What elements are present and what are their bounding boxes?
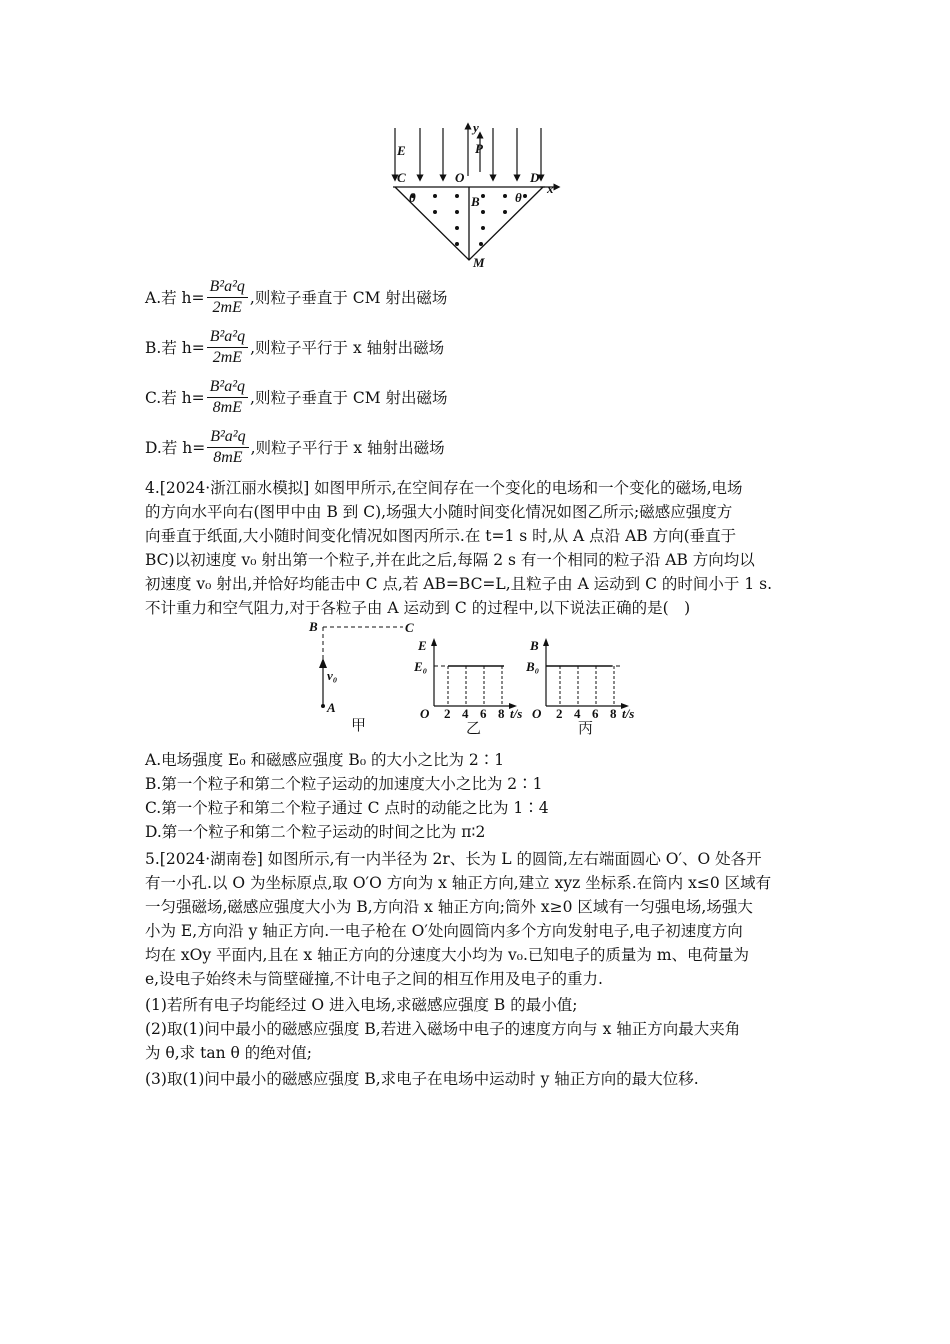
option-prefix: B.若 h=	[145, 339, 205, 357]
q4-line: 4.[2024·浙江丽水模拟] 如图甲所示,在空间存在一个变化的电场和一个变化的磁场,电场	[145, 479, 743, 497]
figure-field-triangle	[385, 120, 565, 270]
q5-line: 5.[2024·湖南卷] 如图所示,有一内半径为 2r、长为 L 的圆筒,左右端面圆心 O′、O 处各开	[145, 850, 762, 868]
fraction	[207, 377, 248, 418]
label-theta-left: θ	[409, 190, 416, 205]
fraction-denominator: 2mE	[212, 298, 242, 316]
yi-level: E₀	[414, 659, 428, 674]
q4-line: 的方向水平向右(图甲中由 B 到 C),场强大小随时间变化情况如图乙所示;磁感应强度方	[145, 503, 733, 521]
option-prefix: A.若 h=	[145, 289, 205, 307]
fraction-numerator: B²a²q	[207, 327, 248, 348]
fraction-numerator: B²a²q	[207, 427, 248, 448]
q5-subquestion-1: (1)若所有电子均能经过 O 进入电场,求磁感应强度 B 的最小值;	[145, 996, 578, 1014]
bing-tick: 2	[556, 706, 563, 721]
option-suffix: ,则粒子垂直于 CM 射出磁场	[250, 389, 448, 407]
option-suffix: ,则粒子垂直于 CM 射出磁场	[249, 289, 448, 307]
fraction-numerator: B²a²q	[207, 277, 248, 298]
fraction-numerator: B²a²q	[207, 377, 248, 398]
fraction-denominator: 2mE	[212, 348, 243, 366]
q5-line: 一匀强磁场,磁感应强度大小为 B,方向沿 x 轴正方向;筒外 x≥0 区域有一匀强电场,场强大	[145, 898, 753, 916]
q3-option-b	[145, 324, 444, 370]
yi-tick: 6	[480, 706, 487, 721]
q4-option-b: B.第一个粒子和第二个粒子运动的加速度大小之比为 2∶1	[145, 775, 543, 793]
q4-option-c: C.第一个粒子和第二个粒子通过 C 点时的动能之比为 1∶4	[145, 799, 549, 817]
bing-caption: 丙	[578, 721, 594, 736]
q3-option-a	[145, 274, 447, 320]
fraction	[207, 427, 248, 468]
figure-jia	[305, 618, 420, 736]
label-P: P	[475, 141, 483, 156]
q3-option-c	[145, 374, 448, 420]
bing-level: B₀	[526, 659, 540, 674]
q3-option-d	[145, 424, 445, 470]
yi-axis-x: t/s	[510, 706, 522, 721]
label-B: B	[471, 194, 480, 209]
option-prefix: D.若 h=	[145, 439, 206, 457]
fraction	[207, 327, 248, 368]
bing-tick: 8	[610, 706, 617, 721]
yi-axis-y: E	[418, 638, 427, 653]
figure-bing	[526, 636, 644, 736]
q4-option-d: D.第一个粒子和第二个粒子运动的时间之比为 π∶2	[145, 823, 486, 841]
q5-subquestion-2-cont: 为 θ,求 tan θ 的绝对值;	[145, 1044, 312, 1062]
q4-line: 不计重力和空气阻力,对于各粒子由 A 运动到 C 的过程中,以下说法正确的是( )	[145, 599, 691, 617]
label-M: M	[473, 255, 485, 270]
jia-label-B: B	[309, 619, 318, 634]
jia-label-A: A	[327, 700, 336, 715]
yi-tick: 2	[444, 706, 451, 721]
bing-origin: O	[532, 706, 542, 721]
q5-line: e,设电子始终未与筒壁碰撞,不计电子之间的相互作用及电子的重力.	[145, 970, 603, 988]
q4-line: 向垂直于纸面,大小随时间变化情况如图丙所示.在 t=1 s 时,从 A 点沿 AB 方向(垂直于	[145, 527, 737, 545]
q4-line: BC)以初速度 v₀ 射出第一个粒子,并在此之后,每隔 2 s 有一个相同的粒子沿 AB 方向均以	[145, 551, 755, 569]
option-suffix: ,则粒子平行于 x 轴射出磁场	[250, 339, 445, 357]
jia-label-C: C	[405, 620, 414, 635]
bing-axis-x: t/s	[622, 706, 635, 721]
bing-axis-y: B	[530, 638, 539, 653]
bing-tick: 4	[574, 706, 581, 721]
jia-label-v0: v₀	[327, 668, 338, 683]
yi-tick: 4	[462, 706, 469, 721]
label-D: D	[530, 170, 540, 185]
yi-origin: O	[420, 706, 430, 721]
bing-tick: 6	[592, 706, 599, 721]
q5-line: 小为 E,方向沿 y 轴正方向.一电子枪在 O′处向圆筒内多个方向发射电子,电子初速度方向	[145, 922, 743, 940]
q4-option-a: A.电场强度 E₀ 和磁感应强度 B₀ 的大小之比为 2∶1	[145, 751, 505, 769]
option-prefix: C.若 h=	[145, 389, 205, 407]
figure-yi	[414, 636, 522, 736]
jia-caption: 甲	[351, 718, 367, 734]
fraction-denominator: 8mE	[212, 398, 242, 416]
label-C: C	[397, 170, 406, 185]
label-E: E	[397, 143, 406, 158]
label-O: O	[455, 170, 465, 185]
yi-tick: 8	[498, 706, 505, 721]
yi-caption: 乙	[466, 721, 482, 736]
option-suffix: ,则粒子平行于 x 轴射出磁场	[250, 439, 445, 457]
label-theta-right: θ	[515, 190, 522, 205]
q4-line: 初速度 v₀ 射出,并恰好均能击中 C 点,若 AB=BC=L,且粒子由 A 运动到 C 的时间小于 1 s.	[145, 575, 772, 593]
q5-subquestion-2: (2)取(1)问中最小的磁感应强度 B,若进入磁场中电子的速度方向与 x 轴正方向最大夹角	[145, 1020, 741, 1038]
q5-subquestion-3: (3)取(1)问中最小的磁感应强度 B,求电子在电场中运动时 y 轴正方向的最大位移.	[145, 1070, 699, 1088]
q5-line: 有一小孔.以 O 为坐标原点,取 O′O 方向为 x 轴正方向,建立 xyz 坐标系.在筒内 x≤0 区域有	[145, 874, 772, 892]
q5-line: 均在 xOy 平面内,且在 x 轴正方向的分速度大小均为 v₀.已知电子的质量为 m、电荷量为	[145, 946, 750, 964]
fraction	[207, 277, 248, 318]
fraction-denominator: 8mE	[213, 448, 243, 466]
label-y: y	[473, 120, 479, 135]
label-x: x	[547, 181, 554, 196]
